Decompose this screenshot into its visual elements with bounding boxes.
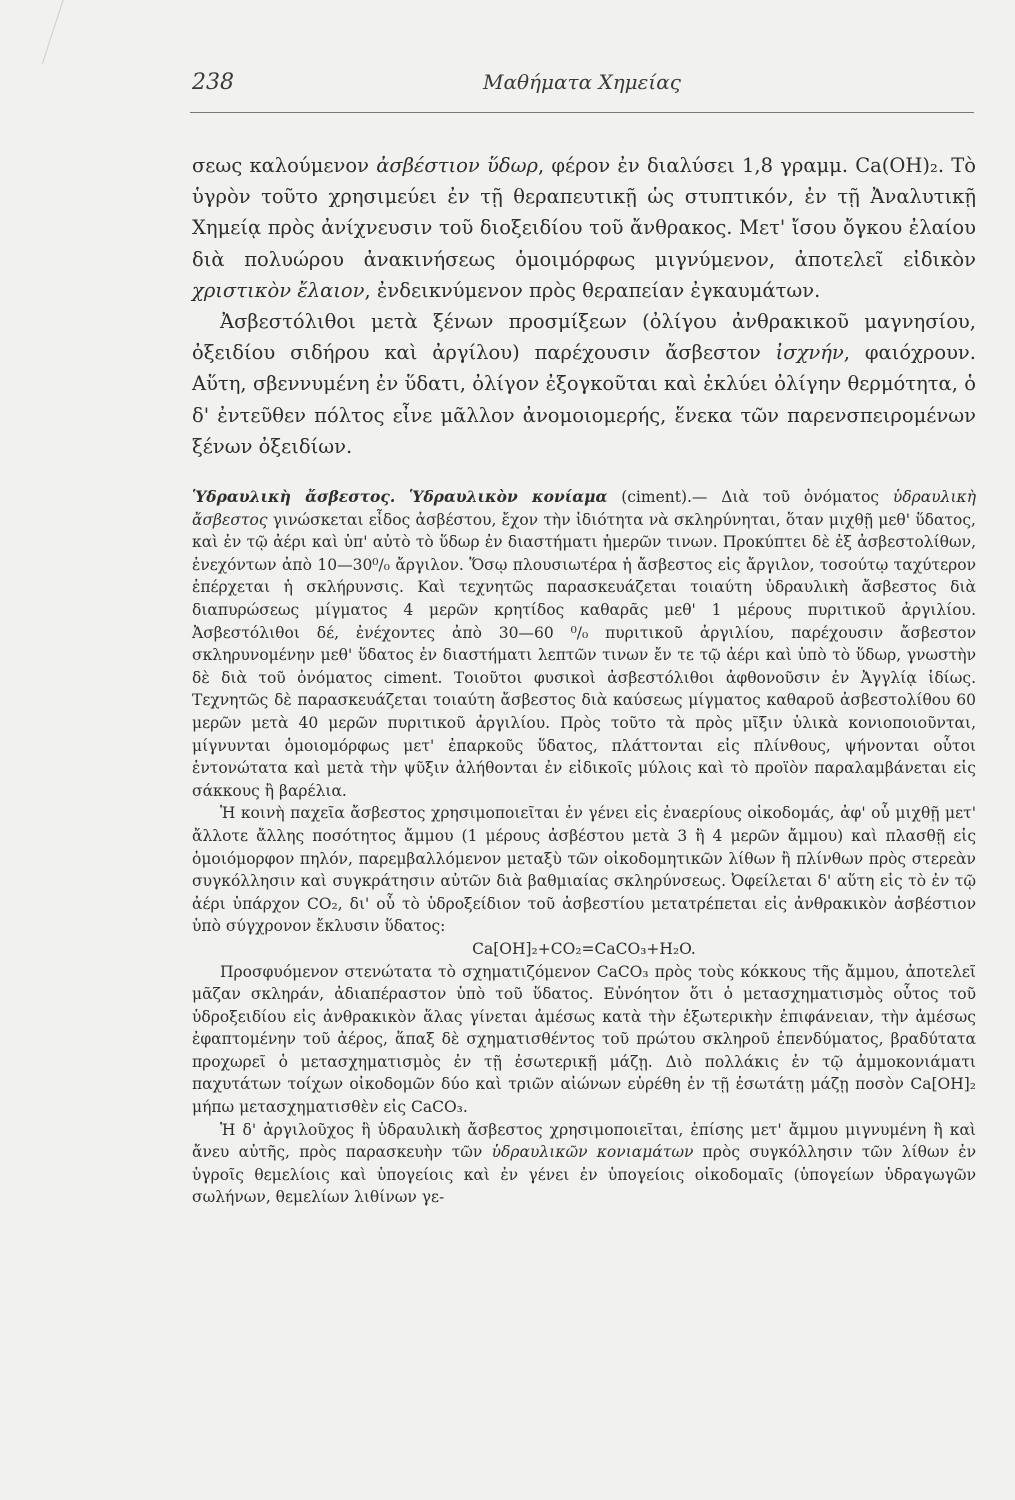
paragraph-common-lime: Ἡ κοινὴ παχεῖα ἄσβεστος χρησιμοποιεῖται ἐν γένει εἰς ἐναερίους οἰκοδομάς, ἀφ' οὗ μιχθῇ μετ' ἄλλοτε ἄλλης ποσότητος ἄμμου (1 μέρους ἀσβέστου μετὰ 3 ἢ 4 μερῶν ἄμμου) καὶ πλασθῇ εἰς ὁμοιόμορφον πηλόν, παρεμβαλλόμενον μεταξὺ τῶν οἰκοδομητικῶν λίθων ἢ πλίνθων πρὸς στερεὰν συγκόλλησιν καὶ συγκράτησιν αὐτῶν διὰ βαθμιαίας σκληρύνσεως. Ὀφείλεται δ' αὕτη εἰς τὸ ἐν τῷ ἀέρι ὑπάρχον CO₂, δι' οὗ τὸ ὑδροξείδιον τοῦ ἀσβεστίου μετατρέπεται εἰς ἀνθρακικὸν ἀσβέστιον ὑπὸ σύγχρονον ἔκλυσιν ὕδατος: [192, 804, 976, 936]
text-run: πρὸς συγκόλλησιν τῶν λίθων ἐν ὑγροῖς θεμελίοις καὶ ὑπογείοις καὶ ἐν γένει ἐν ὑπογείοις οἰκοδομαῖς (ὑπογείων ὑδραγωγῶν σωλήνων, θεμελίων λιθίνων γε- [192, 1143, 977, 1207]
term-hydraulic-mortars: ὑδραυλικῶν κονιαμάτων [491, 1143, 694, 1162]
section-heading: Ὑδραυλικὸν κονίαμα [409, 487, 608, 507]
text-run: Ἀσβεστόλιθοι μετὰ ξένων προσμίξεων (ὀλίγου ἀνθρακικοῦ μαγνησίου, ὀξειδίου σιδήρου καὶ ἀργίλου) παρέχουσιν ἄσβεστον [192, 310, 976, 365]
paragraph-carbonate: Προσφυόμενον στενώτατα τὸ σχηματιζόμενον CaCO₃ πρὸς τοὺς κόκκους τῆς ἄμμου, ἀποτελεῖ μᾶζαν σκληράν, ἀδιαπέραστον ὑπὸ τοῦ ὕδατος. Εὐνόητον ὅτι ὁ μετασχηματισμὸς οὗτος τοῦ ὑδροξειδίου εἰς ἀνθρακικὸν ἅλας γίνεται ἀμέσως κατὰ τὴν ἐξωτερικὴν ἐπιφάνειαν, τὴν ἀμέσως ἐφαπτομένην τοῦ ἀέρος, ἅπαξ δὲ σχηματισθέντος τοῦ πρώτου σκληροῦ ἐπενδύματος, βραδύτατα προχωρεῖ ὁ μετασχηματισμὸς ἐν τῇ ἐσωτερικῇ μάζῃ. Διὸ πολλάκις ἐν τῷ ἀμμοκονιάματι παχυτάτων τοίχων οἰκοδομῶν δύο καὶ τριῶν αἰώνων εὑρέθη ἐν τῇ ἐσωτάτῃ μάζῃ ποσὸν Ca[OH]₂ μήπω μετασχηματισθὲν εἰς CaCO₃. [192, 962, 976, 1117]
page-number: 238 [192, 70, 234, 95]
running-title: Μαθήματα Χημείας [483, 70, 681, 94]
term-lime-water: ἀσβέστιον ὕδωρ [376, 154, 538, 177]
term-liniment-oil: χριστικὸν ἔλαιον [192, 278, 365, 302]
text-run: Ἡ δ' ἀργιλοῦχος ἢ ὑδραυλικὴ ἄσβεστος χρησιμοποιεῖται, ἐπίσης μετ' ἄμμου μιγνυμένη ἢ καὶ ἄνευ αὐτῆς, πρὸς παρασκευὴν τῶν [192, 1120, 976, 1162]
page-body [192, 150, 976, 1209]
text-run: , φαιόχρουν. Αὕτη, σβεννυμένη ἐν ὕδατι, ὀλίγον ἐξογκοῦται καὶ ἐκλύει ὀλίγην θερμότητα, ὁ δ' ἐντεῦθεν πόλτος εἶνε μᾶλλον ἀνομοιομερής, ἕνεκα τῶν παρενσπειρομένων ξένων ὀξειδίων. [192, 341, 976, 458]
term-lean-lime: ἰσχνήν [775, 341, 844, 365]
text-run: , ἐνδεικνύμενον πρὸς θεραπείαν ἐγκαυμάτων. [364, 278, 821, 302]
text-run: (ciment).— Διὰ τοῦ ὀνόματος [607, 488, 893, 507]
chemical-equation: Ca[OH]₂+CO₂=CaCO₃+H₂O. [472, 939, 696, 958]
text-run: γινώσκεται εἶδος ἀσβέστου, ἔχον τὴν ἰδιότητα νὰ σκληρύνηται, ὅταν μιχθῇ μεθ' ὕδατος, καὶ ἐν τῷ ἀέρι καὶ ὑπ' αὐτὸ τὸ ὕδωρ ἐν διαστήματι ἡμερῶν τινων. Προκύπτει δὲ ἐξ ἀσβεστολίθων, ἐνεχόντων ἀπὸ 10—30⁰/₀ ἄργιλον. Ὅσῳ πλουσιωτέρα ἡ ἄσβεστος εἰς ἄργιλον, τοσούτῳ ταχύτερον ἐπέρχεται ἡ σκλήρυνσις. Καὶ τεχνητῶς παρασκευάζεται τοιαύτη ὑδραυλικὴ ἄσβεστος διὰ διαπυρώσεως μίγματος 4 μερῶν κρητίδος καθαρᾶς μεθ' 1 μέρους πυριτικοῦ ἀργιλίου. Ἀσβεστόλιθοι δέ, ἐνέχοντες ἀπὸ 30—60 ⁰/₀ πυριτικοῦ ἀργιλίου, παρέχουσιν ἄσβεστον σκληρυνομένην μεθ' ὕδατος ἐν διαστήματι λεπτῶν τινων ἔν τε τῷ ἀέρι καὶ ὑπὸ τὸ ὕδωρ, γνωστὴν δὲ διὰ τοῦ ὀνόματος ciment. Τοιοῦτοι φυσικοὶ ἀσβεστόλιθοι ἀφθονοῦσιν ἐν Ἀγγλίᾳ ἰδίως. Τεχνητῶς δὲ παρασκευάζεται τοιαύτη ἄσβεστος διὰ καύσεως μίγματος καθαροῦ ἀσβεστολίθου 60 μερῶν μετὰ 40 μερῶν πυριτικοῦ ἀργιλίου. Πρὸς τοῦτο τὰ πρὸς μῖξιν ὑλικὰ κονιοποιοῦνται, μίγνυνται ὁμοιομόρφως μετ' ἐπαρκοῦς ὕδατος, πλάττονται εἰς πλίνθους, ψήνονται οὗτοι ἐντονώτατα καὶ μετὰ τὴν ψῦξιν ἀλήθονται ἐν εἰδικοῖς μύλοις καὶ τὸ προϊὸν παραλαμβάνεται εἰς σάκκους ἢ βαρέλια. [192, 510, 976, 800]
large-print-section [192, 150, 976, 462]
text-run: , φέρον ἐν διαλύσει 1,8 γραμμ. Ca(OH)₂. Τὸ ὑγρὸν τοῦτο χρησιμεύει ἐν τῇ θεραπευτικῇ ὡς στυπτικόν, ἐν τῇ Ἀναλυτικῇ Χημείᾳ πρὸς ἀνίχνευσιν τοῦ διοξειδίου τοῦ ἄνθρακος. Μετ' ἴσου ὄγκου ἐλαίου διὰ πολυώρου ἀνακινήσεως ὁμοιμόρφως μιγνύμενον, ἀποτελεῖ εἰδικὸν [192, 154, 976, 271]
text-run: σεως καλούμενον [192, 154, 377, 177]
term-hydraulic-lime: ὑδραυλικὴ ἄσβεστος [192, 488, 976, 529]
paragraph-lean-lime [192, 306, 976, 462]
paragraph-lime-water [192, 150, 976, 306]
page-margin-mark [42, 0, 93, 73]
page-header [190, 62, 974, 113]
paragraph-hydraulic-lime [192, 486, 976, 802]
paragraph-hydraulic-mortar [192, 1119, 976, 1209]
section-heading: Ὑδραυλικὴ ἄσβεστος. [192, 487, 396, 507]
small-print-section [192, 486, 976, 1209]
